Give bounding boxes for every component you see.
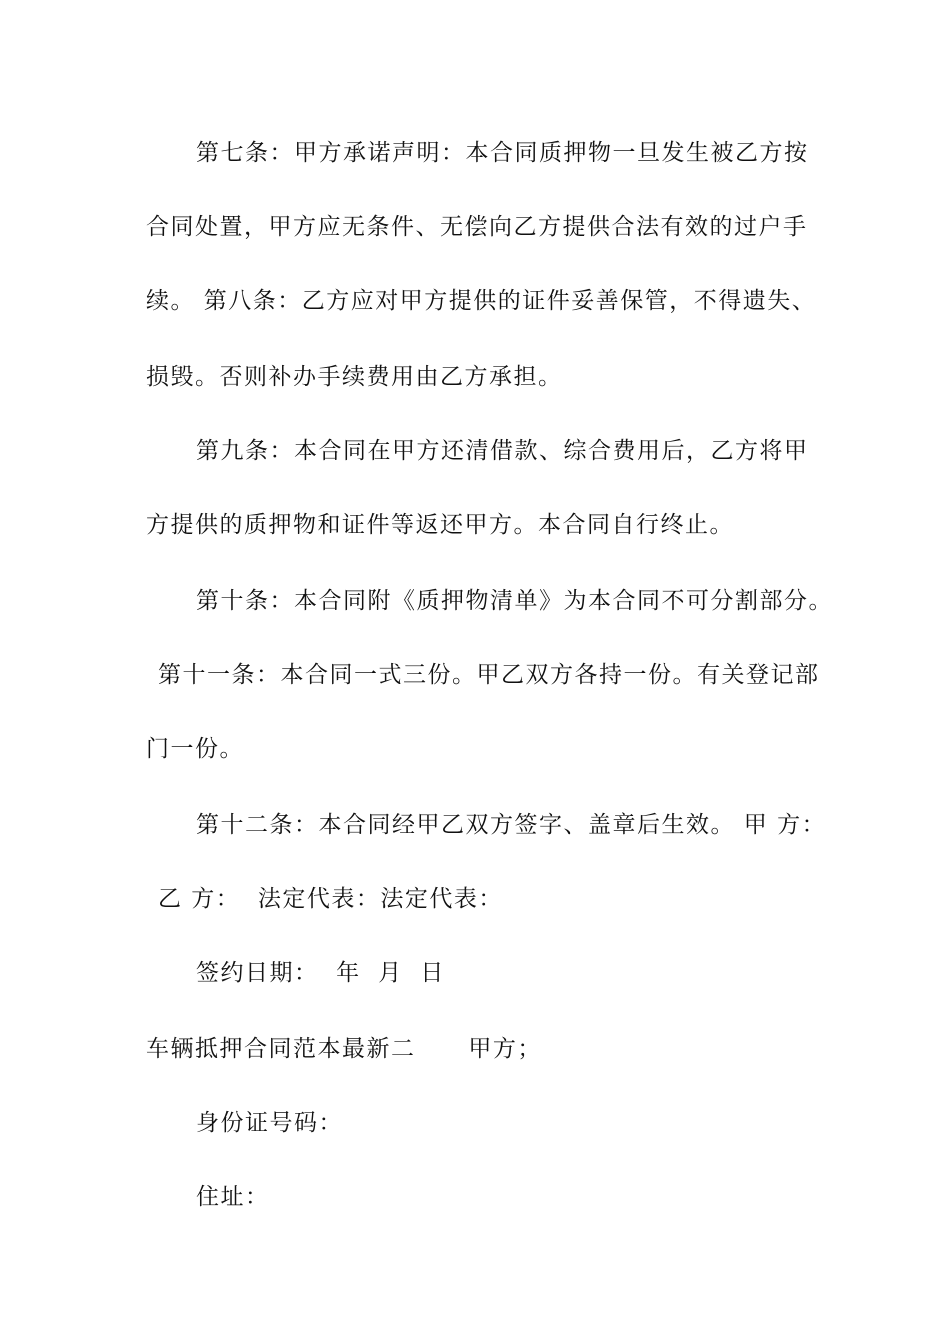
id-number-line: 身份证号码： [196,1110,343,1136]
clause-8-line-2: 损毁。否则补办手续费用由乙方承担。 [146,364,563,390]
clause-11-line-1: 第十一条：本合同一式三份。甲乙双方各持一份。有关登记部 [158,662,820,688]
clause-9-line-2: 方提供的质押物和证件等返还甲方。本合同自行终止。 [146,512,734,538]
signature-line: 乙 方： 法定代表：法定代表： [158,886,503,912]
sign-date-line: 签约日期： 年 月 日 [196,960,445,986]
clause-11-line-2: 门一份。 [146,736,244,762]
section-title-line: 车辆抵押合同范本最新二 甲方； [146,1036,542,1062]
clause-8-line-1: 续。 第八条：乙方应对甲方提供的证件妥善保管，不得遗失、 [146,288,817,314]
clause-9-line-1: 第九条：本合同在甲方还清借款、综合费用后，乙方将甲 [196,438,809,464]
clause-10-line: 第十条：本合同附《质押物清单》为本合同不可分割部分。 [196,588,833,614]
clause-7-line-2: 合同处置，甲方应无条件、无偿向乙方提供合法有效的过户手 [146,214,808,240]
clause-7-line-1: 第七条：甲方承诺声明：本合同质押物一旦发生被乙方按 [196,140,809,166]
clause-12-line: 第十二条：本合同经甲乙双方签字、盖章后生效。 甲 方： [196,812,827,838]
address-line: 住址： [196,1184,270,1210]
